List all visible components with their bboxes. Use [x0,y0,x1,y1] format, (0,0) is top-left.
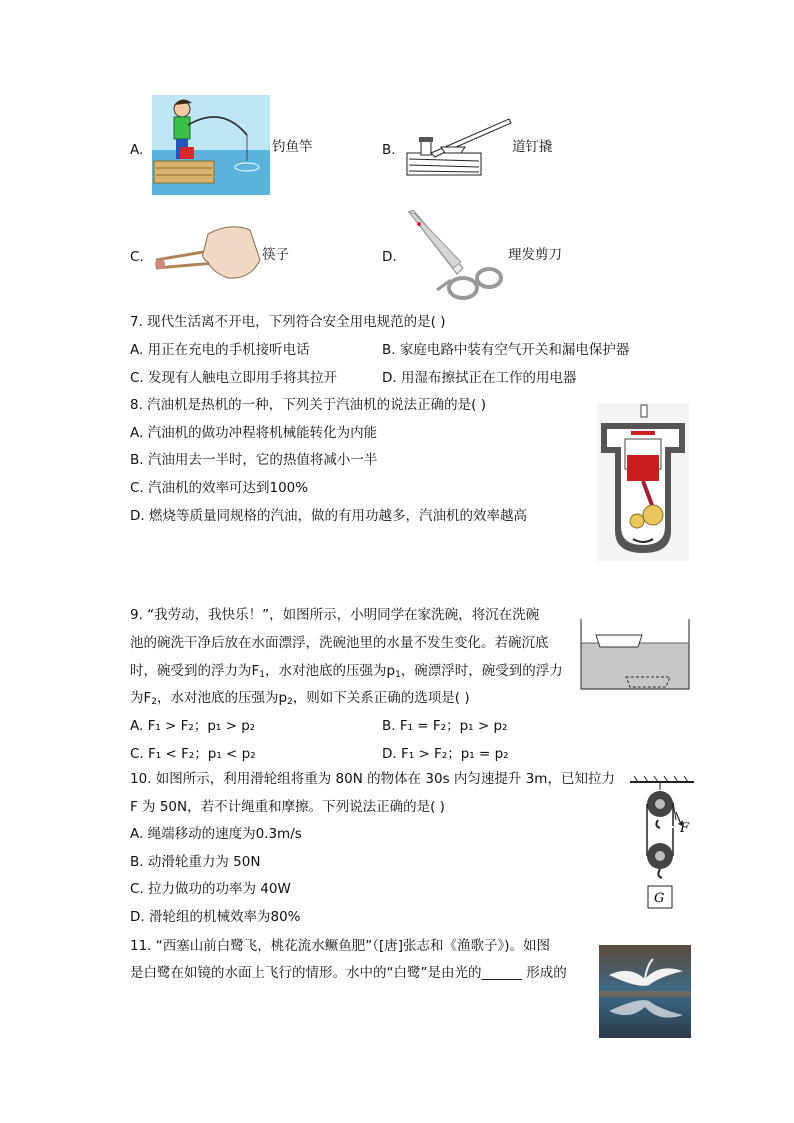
scissors-image [405,210,505,302]
q7-option-b: B. 家庭电路中装有空气开关和漏电保护器 [382,342,630,358]
option-c-letter: C. [130,249,144,265]
q8-stem: 8. 汽油机是热机的一种，下列关于汽油机的说法正确的是( ) [130,397,486,413]
option-b-text: 道钉撬 [512,139,553,155]
option-d-text: 理发剪刀 [508,247,562,263]
q8-option-d: D. 燃烧等质量同规格的汽油，做的有用功越多，汽油机的效率越高 [130,508,527,524]
q9-line2: 池的碗洗干净后放在水面漂浮，洗碗池里的水量不发生变化。若碗沉底 [130,635,549,651]
q8-option-c: C. 汽油机的效率可达到100% [130,480,309,496]
q9-option-c: C. F₁ < F₂；p₁ < p₂ [130,746,256,762]
sink-diagram-image [580,617,690,690]
q7-option-a: A. 用正在充电的手机接听电话 [130,342,310,358]
egret-photo-image [599,945,691,1038]
q10-option-c: C. 拉力做功的功率为 40W [130,881,291,897]
q10-line2: F 为 50N，若不计绳重和摩擦。下列说法正确的是( ) [130,799,445,815]
q9-line3: 时，碗受到的浮力为$F_1$，水对池底的压强为$p_1$，碗漂浮时，碗受到的浮力 [130,663,563,680]
q9-option-b: B. F₁ = F₂；p₁ > p₂ [382,718,508,734]
q10-option-b: B. 动滑轮重力为 50N [130,854,261,870]
q10-option-a: A. 绳端移动的速度为0.3m/s [130,826,302,842]
q11-line2: 是白鹭在如镜的水面上飞行的情形。水中的“白鹭”是由光的______ 形成的 [130,965,567,981]
crowbar-image [405,117,513,179]
fishing-rod-image [152,95,270,195]
q9-option-d: D. F₁ > F₂；p₁ = p₂ [382,746,509,762]
q8-option-b: B. 汽油用去一半时，它的热值将减小一半 [130,452,378,468]
q10-line1: 10. 如图所示，利用滑轮组将重为 80N 的物体在 30s 内匀速提升 3m，已知拉力 [130,771,615,787]
q9-line1: 9. “我劳动，我快乐！”，如图所示，小明同学在家洗碗，将沉在洗碗 [130,607,540,623]
option-a-letter: A. [130,142,144,158]
q10-option-d: D. 滑轮组的机械效率为80% [130,909,301,925]
q8-option-a: A. 汽油机的做功冲程将机械能转化为内能 [130,425,378,441]
option-b-letter: B. [382,142,396,158]
option-a-text: 钓鱼竿 [272,139,313,155]
pulley-diagram-image [628,776,698,910]
chopsticks-image [150,220,262,282]
pulley-label-f: F [680,821,690,836]
engine-diagram-image [597,403,689,561]
q7-option-d: D. 用湿布擦拭正在工作的用电器 [382,370,577,386]
option-c-text: 筷子 [262,247,289,263]
q7-stem: 7. 现代生活离不开电，下列符合安全用电规范的是( ) [130,314,446,330]
pulley-label-g: G [654,891,665,906]
q9-line4: 为$F_2$，水对池底的压强为$p_2$，则如下关系正确的选项是( ) [130,690,470,707]
option-d-letter: D. [382,249,397,265]
q7-option-c: C. 发现有人触电立即用手将其拉开 [130,370,338,386]
q9-option-a: A. F₁ > F₂；p₁ > p₂ [130,718,256,734]
q11-line1: 11. “西塞山前白鹭飞，桃花流水鳜鱼肥”（[唐]张志和《渔歌子》)。如图 [130,938,551,954]
